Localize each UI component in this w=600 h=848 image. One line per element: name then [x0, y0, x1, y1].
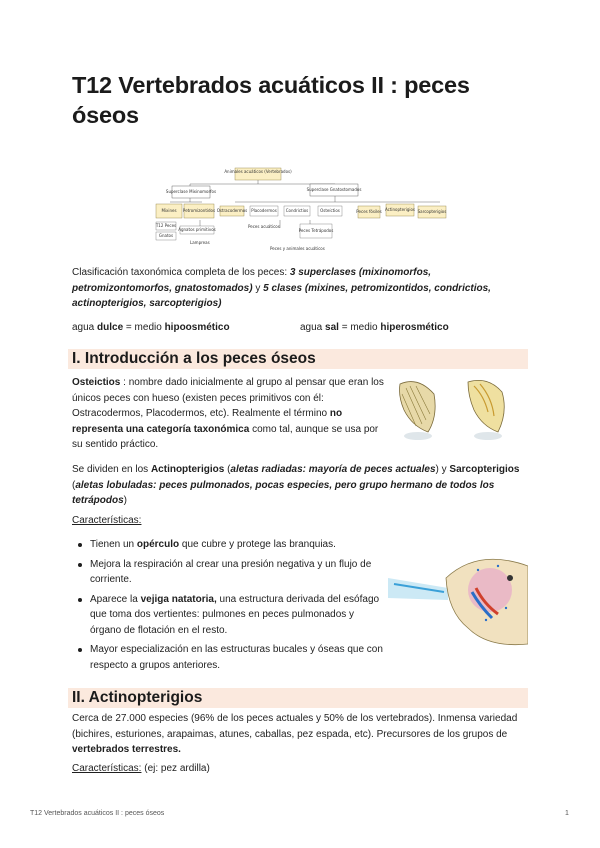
- freshwater-note: agua dulce = medio hipoosmético: [72, 322, 230, 333]
- diagram-bottom-1: Peces acuáticos: [248, 224, 280, 229]
- diagram-superclass-2: Superclase Gnatostomados: [306, 187, 362, 192]
- diagram-left-sub-4: Lampreas: [190, 240, 210, 245]
- osteictios-paragraph: Osteictios : nombre dado inicialmente al grupo al pensar que eran los únicos peces con hueso (existen peces primitivos con él: Ostracodermos, Placodermos, etc). Realmente el término no representa una categoría taxonómica como tal, aunque se usa por su sentido práctico.: [72, 377, 384, 450]
- list-item: Tienen un opérculo que cubre y protege las branquias.: [72, 537, 384, 553]
- section-heading-introduccion: I. Introducción a los peces óseos: [72, 350, 316, 367]
- diagram-left-sub-3: Gnatos: [158, 233, 174, 238]
- diagram-right-child-2: Placodermos: [251, 208, 277, 213]
- list-item: Mejora la respiración al crear una presión negativa y un flujo de corriente.: [72, 557, 384, 588]
- list-item: Mayor especialización en las estructuras bucales y óseas que con respecto a grupos anteriores.: [72, 642, 384, 673]
- characteristics-list: [72, 537, 384, 677]
- diagram-right-child-6: Actinopterigios: [384, 207, 416, 212]
- saltwater-note: agua sal = medio hiperosmético: [300, 322, 449, 333]
- diagram-left-sub-2: Agnatos primitivos: [178, 227, 216, 232]
- caracteristicas-label: Características:: [72, 515, 142, 526]
- taxonomy-paragraph: Clasificación taxonómica completa de los peces: 3 superclases (mixinomorfos, petromizontomorfos, gnatostomados) y 5 clases (mixines, petromizontidos, condrictios, actinopterigios, sarcopterigios): [72, 267, 491, 309]
- page-number: 1: [565, 810, 569, 817]
- diagram-bottom-2: Peces Tetrápodos: [298, 228, 334, 233]
- diagram-left-child-1: Mixines: [161, 208, 177, 213]
- page-title: T12 Vertebrados acuáticos II : peces óseos: [72, 72, 470, 128]
- diagram-right-child-3: Condrictios: [285, 208, 309, 213]
- taxonomy-diagram: [150, 164, 450, 256]
- fin-left-image: [400, 382, 436, 440]
- section-heading-actinopterigios: II. Actinopterigios: [72, 689, 203, 706]
- fish-gill-illustration: [388, 548, 528, 648]
- diagram-right-child-5: Peces fósiles: [356, 209, 382, 214]
- diagram-caption: Peces y animales acuáticos: [270, 246, 325, 251]
- diagram-left-sub-1: T12 Peces: [155, 223, 177, 228]
- diagram-superclass-1: Superclase Mixinomorfos: [165, 189, 217, 194]
- diagram-right-child-1: Ostracodermos: [216, 208, 248, 213]
- diagram-right-child-4: Osteíctios: [320, 208, 340, 213]
- caracteristicas-2: Características: (ej: pez ardilla): [72, 763, 210, 774]
- diagram-left-child-2: Petromizontidos: [182, 208, 216, 213]
- diagram-right-child-7: Sarcopterigios: [417, 209, 447, 214]
- list-item: Aparece la vejiga natatoria, una estructura derivada del esófago que toma dos vertientes: pulmones en peces pulmonados y órgano de flotación en el resto.: [72, 592, 384, 639]
- fin-right-image: [468, 380, 504, 440]
- fin-illustration: [388, 376, 528, 446]
- diagram-root-label: Animales acuáticos (Vertebrados): [224, 169, 292, 174]
- footer-title: T12 Vertebrados acuáticos II : peces óseos: [30, 810, 165, 817]
- actinopterigios-paragraph: Cerca de 27.000 especies (96% de los peces actuales y 50% de los vertebrados). Inmensa variedad (bichires, esturiones, arapaimas, atunes, caballas, pez espada, etc). Precursores de los grupos de vertebrados terrestres.: [72, 713, 518, 755]
- division-paragraph: Se dividen en los Actinopterigios (aletas radiadas: mayoría de peces actuales) y Sarcopterigios (aletas lobuladas: peces pulmonados, pocas especies, pero grupo hermano de todos los tetrápodos): [72, 464, 520, 506]
